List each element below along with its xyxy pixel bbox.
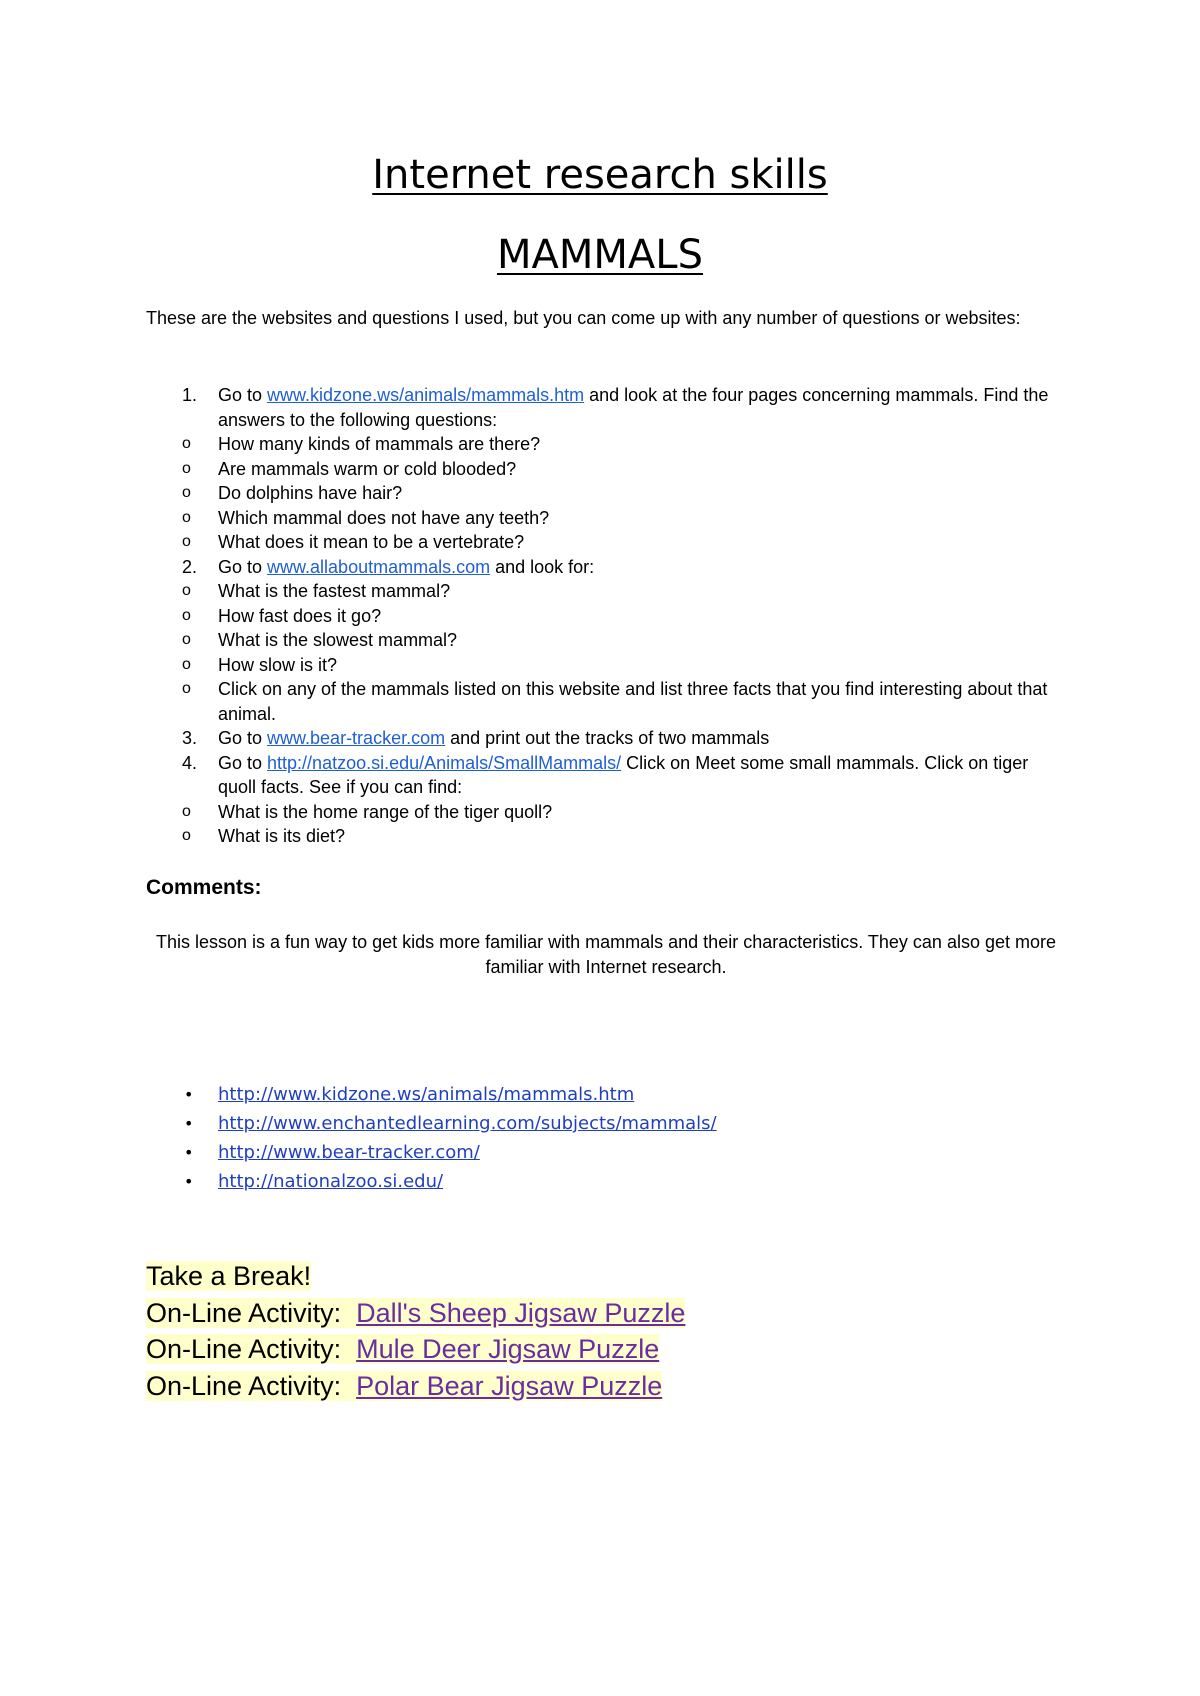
step-number: 4. xyxy=(182,752,198,773)
question-text: Are mammals warm or cold blooded? xyxy=(218,458,517,479)
question-text: What is the fastest mammal? xyxy=(218,581,451,601)
comments-heading: Comments: xyxy=(146,876,262,899)
step-prefix: Go to xyxy=(218,385,268,405)
step-number: 3. xyxy=(182,728,198,748)
bullet-dot-icon: • xyxy=(184,1172,194,1191)
activity-link-dalls-sheep[interactable]: Dall's Sheep Jigsaw Puzzle xyxy=(356,1297,686,1328)
sub-question xyxy=(146,530,1066,555)
question-text: Which mammal does not have any teeth? xyxy=(218,507,550,528)
activity-line xyxy=(146,1368,685,1405)
circle-bullet-icon: o xyxy=(182,508,191,526)
activity-label: On-Line Activity: xyxy=(146,1297,342,1328)
step-text: and look at the four pages concerning mammals. Find the answers to the following questions: xyxy=(218,385,1049,430)
question-text: What is its diet? xyxy=(218,826,346,846)
step-text: Click on Meet some small mammals. Click on tiger quoll facts. See if you can find: xyxy=(218,752,1029,797)
sub-question xyxy=(146,824,1066,849)
resource-link[interactable]: http://www.bear-tracker.com/ xyxy=(218,1142,480,1163)
activity-line xyxy=(146,1331,685,1368)
page-subtitle: MAMMALS xyxy=(497,232,703,278)
sub-question xyxy=(146,579,1066,604)
activity-link-polar-bear[interactable]: Polar Bear Jigsaw Puzzle xyxy=(356,1370,663,1401)
page-title: Internet research skills xyxy=(372,152,828,198)
circle-bullet-icon: o xyxy=(182,802,191,820)
activity-line xyxy=(146,1295,685,1332)
step-item xyxy=(146,383,1066,432)
sub-question xyxy=(146,800,1066,825)
circle-bullet-icon: o xyxy=(182,631,191,648)
circle-bullet-icon: o xyxy=(182,582,191,599)
break-title: Take a Break! xyxy=(146,1261,312,1291)
step-prefix: Go to xyxy=(218,752,268,773)
step-number: 2. xyxy=(182,556,198,577)
break-title-line xyxy=(146,1258,685,1295)
steps-list xyxy=(146,383,1066,849)
step-item xyxy=(146,751,1066,800)
question-text: What is the slowest mammal? xyxy=(218,630,458,650)
resource-link[interactable]: http://nationalzoo.si.edu/ xyxy=(218,1171,444,1192)
circle-bullet-icon: o xyxy=(182,533,191,550)
step-number: 1. xyxy=(182,385,198,405)
resource-links-list xyxy=(146,1080,1046,1196)
question-text: How fast does it go? xyxy=(218,605,382,626)
question-text: How slow is it? xyxy=(218,654,338,675)
step-item xyxy=(146,726,1066,751)
step-link-natzoo[interactable]: http://natzoo.si.edu/Animals/SmallMammals/ xyxy=(267,752,622,773)
bullet-dot-icon: • xyxy=(184,1143,194,1162)
sub-question xyxy=(146,677,1066,726)
sub-question xyxy=(146,628,1066,653)
take-a-break-section xyxy=(146,1258,685,1404)
question-text: Click on any of the mammals listed on this website and list three facts that you find interesting about that animal. xyxy=(218,679,1048,724)
sub-question xyxy=(146,457,1066,482)
question-text: What does it mean to be a vertebrate? xyxy=(218,532,525,552)
sub-question-list xyxy=(146,579,1066,726)
question-text: How many kinds of mammals are there? xyxy=(218,434,541,454)
comments-paragraph: This lesson is a fun way to get kids more familiar with mammals and their characteristics. They can also get more familiar with Internet research. xyxy=(155,932,1057,977)
bullet-dot-icon: • xyxy=(184,1085,194,1104)
resource-link[interactable]: http://www.enchantedlearning.com/subjects/mammals/ xyxy=(218,1113,717,1134)
sub-question-list xyxy=(146,432,1066,555)
sub-question xyxy=(146,481,1066,506)
circle-bullet-icon: o xyxy=(182,459,191,477)
circle-bullet-icon: o xyxy=(182,606,191,624)
sub-question xyxy=(146,432,1066,457)
intro-paragraph: These are the websites and questions I used, but you can come up with any number of questions or websites: xyxy=(146,308,1021,328)
resource-link-item xyxy=(146,1109,1046,1138)
step-item xyxy=(146,555,1066,580)
sub-question xyxy=(146,604,1066,629)
activity-label: On-Line Activity: xyxy=(146,1370,342,1401)
bullet-dot-icon: • xyxy=(184,1114,194,1133)
step-text: and print out the tracks of two mammals xyxy=(445,728,770,748)
step-text: and look for: xyxy=(490,556,595,577)
step-prefix: Go to xyxy=(218,728,268,748)
circle-bullet-icon: o xyxy=(182,655,191,673)
resource-link-item xyxy=(146,1138,1046,1167)
resource-link-item xyxy=(146,1167,1046,1196)
resource-link-item xyxy=(146,1080,1046,1109)
step-link-bear-tracker[interactable]: www.bear-tracker.com xyxy=(267,728,446,748)
circle-bullet-icon: o xyxy=(182,827,191,844)
sub-question-list xyxy=(146,800,1066,849)
activity-label: On-Line Activity: xyxy=(146,1334,342,1364)
step-link-kidzone[interactable]: www.kidzone.ws/animals/mammals.htm xyxy=(267,385,585,405)
question-text: Do dolphins have hair? xyxy=(218,483,403,503)
step-link-allaboutmammals[interactable]: www.allaboutmammals.com xyxy=(267,556,491,577)
circle-bullet-icon: o xyxy=(182,484,191,501)
sub-question xyxy=(146,506,1066,531)
step-prefix: Go to xyxy=(218,556,268,577)
resource-link[interactable]: http://www.kidzone.ws/animals/mammals.htm xyxy=(218,1084,635,1105)
circle-bullet-icon: o xyxy=(182,680,191,697)
sub-question xyxy=(146,653,1066,678)
activity-link-mule-deer[interactable]: Mule Deer Jigsaw Puzzle xyxy=(356,1334,660,1364)
circle-bullet-icon: o xyxy=(182,435,191,452)
question-text: What is the home range of the tiger quoll? xyxy=(218,801,553,822)
